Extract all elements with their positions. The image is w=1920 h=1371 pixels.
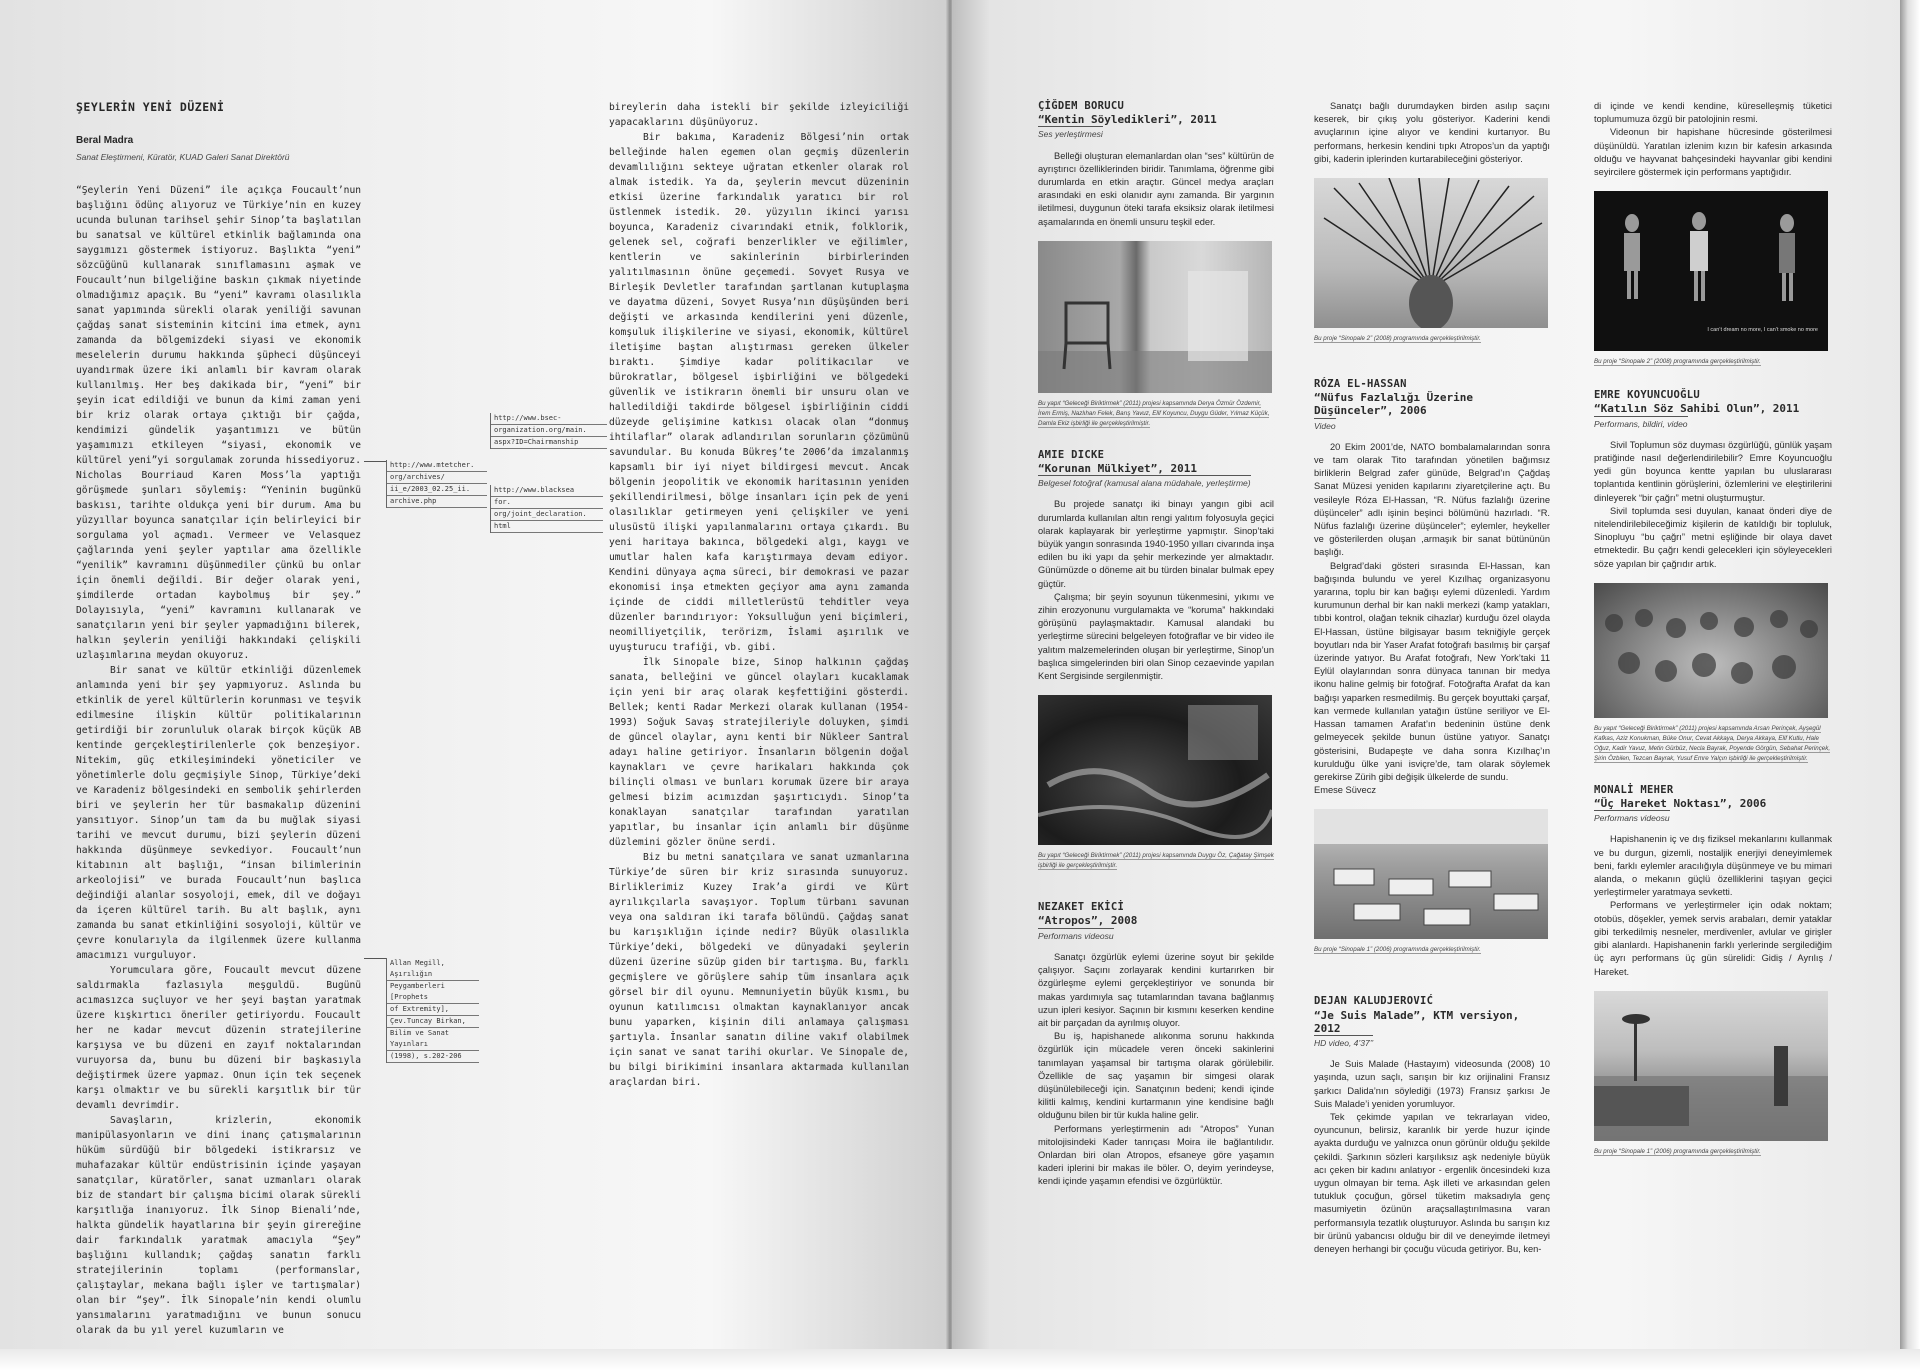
photo-three-girls	[1594, 191, 1828, 351]
entry-dejan-kaludjerovic: DEJAN KALUDJEROVIĆ “Je Suis Malade”, KTM versiyon, 2012 HD video, 4’37’’ Je Suis Malade (Hastayım) videosunda (2008) 10 yaşında, uzun saçlı, sarışın bir kız orijinalini Fransız şarkıcı Dalida’nın söylediği (1973) Fransız şarkısı Je Suis Malade’i yeniden yorumluyor. Tek çekimde yapılan ve tekrarlayan video, oyuncunun, belirsiz, karanlık bir yerde huzur içinde ayakta durduğu ve yalnızca onun görünür olduğu şekilde çekildi. Şarkının sözleri karşılıksız aşk nedeniyle büyük acı çeken bir kadını anlatıyor - ergenlik öncesindeki kıza uygun olmayan bir tema. Aşk illeti ve arkasından gelen tutukluk çocuğun, görsel tüketim maksadıyla genç masumiyetin özünün araçsallaştırılmasına varan performansıyla tezatlık oluşturuyor. Aslında bu sarışın kız bir ürünü yabancısı olduğu bir dil ve deneyimde iletmeyi deneyen herhangi bir çocuğu vücuda getiriyor. Bu, ken-	[1314, 995, 1550, 1254]
paragraph: Biz bu metni sanatçılara ve sanat uzmanlarına Türkiye’de süren bir kriz sırasında sunuyoruz. Birliklerimiz Kuzey Irak’a girdi ve Kürt ayrılıkçılarla savaşıyor. Toplum türbanı savunan veya ona saldıran iki tarafa bölündü. Çağdaş sanat bu karışıklığın içinde nedir? Büyük olasılıkla Türkiye’deki, bölgedeki ve dünyadaki şeylerin düzeni üzerine süzüp giden bir tartışma. Bu, farklı geçmişlere ve görüşlere sahip tüm insanlara açık görsel bir dil oyunu. Memnuniyetin büyük kısmı, bu oyunun katılımcısı olmaktan kaynaklanıyor ancak bunu yaparken, kişinin dili anlamaya çalışması şartıyla. İnsanlar sanatın diline vakıf olabilmek için sanat ve sanat tarihi okurlar. Ve Sinopale de, bu bilgi birikimini insanlara aktarmada kullanılan araçlardan biri.	[609, 852, 909, 1088]
work-medium: Video	[1314, 418, 1336, 433]
work-medium: Performans videosu	[1038, 928, 1114, 943]
entry-roza-el-hassan: RÓZA EL-HASSAN “Nüfus Fazlalığı Üzerine Düşünceler”, 2006 Video 20 Ekim 2001’de, NATO bombalamalarından sonra ve tam olarak Tito tarafından yönetilen bağımsız birliklerin Belgrad zafer günüde, Belgrad’ın Çağdaş Sanat Müzesi yeniden kapılarını ziyaretçilerine açtı. Bu vesileyle Róza El-Hassan, “R. Nüfus fazlalığı üzerine düşünceler” adlı işinin beşinci bölümünü hazırladı. “R. Nüfus fazlalığı üzerine düşünceler”; eylemler, heykeller ve gösterilerden oluşan ,armaşık bir sanat bütününün başlığı. Belgrad’daki gösteri sırasında El-Hassan, kan bağışında bulundu ve yerel Kızılhaç organizasyonu yararına, toplu bir kan bağışı eylemi düzenledi. Yardım kurumunun derhal bir kan nakli merkezi (kamp yatakları, tıbbi kontrol, olağan teknik cihazlar) kurduğu özel olayda El-Hassan, üstüne bilgisayar basım tekniğiyle gerçek boyutları nda bir Yaser Arafat fotoğrafı basılmış bir çarşaf üzerinde yatıyor. Bu Arafat fotoğrafı, New York’taki 11 Eylül olaylarından sonra dünyaca tanınan bir medya ikonu haline gelmiş bir fotoğraf. Fotoğrafta Arafat da kan bağışı yaparken resmedilmiş. Bu gerçek boyuttaki çarşaf, kan vermede kullanılan yatağın üstüne seriliyor ve El-Hassan tamamen Arafat’ın bedeninin üstüne denk gelmeyecek şekilde bunun üstüne yatıyor. Sanatçı gösterisini, Budapeşte ve daha sonra Kızılhaç’ın kurulduğu ülke yani isviçre’de, tam olarak söylemek gerekirse Zürih gibi değişik ülkelerde de sundu. Emese Süvecz	[1314, 378, 1550, 796]
photo-caption: Bu proje “Sinopale 2” (2008) programında gerçekleştirilmiştir.	[1594, 358, 1761, 366]
video-subtitle: I can’t dream no more, I can’t smoke no more	[1707, 327, 1818, 334]
entry-je-suis-malade-cont: di içinde ve kendi kendine, küreselleşmiş tüketici toplumumuza özgü bir patolojinin resmi. Videonun bir hapishane hücresinde gösterilmesi düşünüldü. Yaratılan izlenim kızın bir kafesin arkasında olduğu ve hayvanat bahçesindeki hayvanlar gibi kendini seyircilere göstermek için performans yaptığıdır.	[1594, 101, 1832, 178]
bottom-background	[0, 1349, 1920, 1371]
entry-cigdem-borucu: ÇİĞDEM BORUCU “Kentin Söyledikleri”, 2011 Ses yerleştirmesi Belleği oluşturan elemanlardan olan “ses” kültürün de ayrıştırıcı özelliklerinden biridir. Tanımlama, öğrenme gibi durumlarda en etkin araçtır. Güncel medya araçları arasındaki en eski olanıdır aynı zamanda. Bir yargının iletilmesi, duygunun öteki tarafa eksiksiz olarak iletilmesi aşamalarında en önemli unsuru teşkil eder.	[1038, 100, 1274, 227]
photo-caption: Bu proje “Sinopale 1” (2006) programında gerçekleştirilmiştir.	[1314, 946, 1481, 954]
entry-monali-meher: MONALİ MEHER “Üç Hareket Noktası”, 2006 Performans videosu Hapishanenin iç ve dış fiziksel mekanlarını kullanmak ve bu durgun, gizemli, nostaljik enerjiyi deneyimlemek beni, farklı eylemler aracılığıyla düşünmeye ve bu mimari alanda, o mekanın güçlü özelliklerini taşıyan geçici yerleştirmeler yaratmaya sevketti. Performans ve yerleştirmeler için odak noktam; otobüs, döşekler, yemek servis arabaları, demir yataklar gibi terkedilmiş nesneler, merdivenler, avlular ve girişler gibi alanlardı. Hapishanenin farklı yerlerinde sergilediğim üç ayrı performans üç gün sürelidi: Gidiş / Ayrılış / Hareket.	[1594, 783, 1832, 977]
footnote-leader	[364, 461, 386, 462]
entry-emre-koyuncuoglu: EMRE KOYUNCUOĞLU “Katılın Söz Sahibi Olun”, 2011 Performans, bildiri, video Sivil Toplumun söz duyması özgürlüğü, günlük yaşam pratiğinde nasıl değerlendirilebilir? Emre Koyuncuoğlu yedi gün boyunca kentte yapılan bu uluslararası toplantıda kentlinin görüşlerini, özlemlerini ve eleştirilerini dinleyerek “bir çağrı” metni oluşturmuştur. Sivil toplumda sesi duyulan, kanaat önderi diye de nitelendirilebileceğimiz kişilerin de katıldığı bir topluluk, Sinopluyu “bu çağrı” metni eşliğinde bir olaya davet etmektedir. Bu çağrı kendi gelecekleri için söyleyecekleri söze yapılan bir çağrıdır artık.	[1594, 389, 1832, 569]
footnote-mtetcher: http://www.mtetcher. org/archives/ ii_e/2003_02.25_ii. archive.php	[386, 460, 487, 508]
work-medium: Belgesel fotoğraf (kamusal alana müdahale, yerleştirme)	[1038, 475, 1251, 490]
article-title: ŞEYLERİN YENİ DÜZENİ	[76, 100, 225, 114]
photo-caption: Bu proje “Sinopale 2” (2008) programında gerçekleştirilmiştir.	[1314, 335, 1481, 343]
photo-prison-yard	[1594, 991, 1828, 1141]
footnote-blacksea: http://www.blacksea for. org/joint_declaration. html	[490, 485, 603, 533]
donation-image	[1314, 809, 1548, 939]
artist-name: RÓZA EL-HASSAN	[1314, 378, 1407, 391]
entry-atropos-cont: Sanatçı bağlı durumdayken birden asılıp saçını keserek, bir çıkış yolu gösteriyor. Kaderini kendi avuçlarının içine alıyor ve kendini kurtarıyor. Bu performans, herkesin kendini tıpkı Atropos’un da yaptığı gibi, kaderin iplerinden kurtarabileceğini gösteriyor.	[1314, 101, 1550, 164]
artist-name: EMRE KOYUNCUOĞLU	[1594, 389, 1700, 402]
work-medium: Performans, bildiri, video	[1594, 416, 1688, 431]
author-name: Beral Madra	[76, 135, 134, 146]
work-title: “Kentin Söyledikleri”, 2011	[1038, 113, 1217, 127]
right-page	[952, 0, 1902, 1349]
work-medium: Ses yerleştirmesi	[1038, 126, 1103, 141]
foil-image	[1038, 695, 1272, 845]
work-title: “Atropos”, 2008	[1038, 914, 1138, 928]
photo-foil-installation	[1038, 695, 1272, 845]
entry-nezaket-ekici: NEZAKET EKİCİ “Atropos”, 2008 Performans videosu Sanatçı özgürlük eylemi üzerine soyut bir şekilde çalışıyor. Saçını zorlayarak kendini kurtarırken bir özgürleşme eylemi gerçekleştiriyor ve sonunda bir makas yardımıyla saç tutamlarından tavana bağlanmış uzun ipleri kesiyor. Saçının bir kısmını keserken kendine ait bir parçadan da ayrılmış oluyor. Bu iş, hapishanede alıkonma sorunu hakkında özgürlük için mücadele veren önceki sakinlerini tanımlayan yaşamsal bir tartışma olarak görülebilir. Özellikle de saç yaşamın bir simgesi olarak düşünülebileceği için. Sanatçının bedeni; kendi içinde kilitli kalmış, kendini kurtarmanın yine kendisine bağlı olduğunu bilen bir tür kukla haline gelir. Performans yerleştirmenin adı “Atropos” Yunan mitolojisindeki Kader tanrıçası Moira ile bağlantılıdır. Onlardan biri olan Atropos, efsaneye göre yaşamın kaderi iplerini bir makas ile böler. O, deyim yerindeyse, kendi içinde yaşamın efendisi ve özgürlüktür.	[1038, 901, 1274, 1187]
photo-caption: Bu proje “Sinopale 1” (2006) programında gerçekleştirilmiştir.	[1594, 1147, 1761, 1155]
photo-room-chair	[1038, 241, 1272, 393]
page-edge	[1900, 0, 1920, 1371]
article-column-1	[76, 100, 361, 1338]
right-column-1	[1038, 100, 1274, 1201]
right-column-2	[1314, 100, 1550, 1268]
photo-hair-strings	[1314, 178, 1548, 328]
prison-image	[1594, 991, 1828, 1141]
work-title: “Nüfus Fazlalığı Üzerine Düşünceler”, 2006	[1314, 391, 1473, 418]
paragraph: bireylerin daha istekli bir şekilde izleyiciliği yapacaklarını düşünüyoruz.	[609, 102, 909, 128]
entry-amie-dicke: AMIE DICKE “Korunan Mülkiyet”, 2011 Belgesel fotoğraf (kamusal alana müdahale, yerleştirme) Bu projede sanatçı iki binayı yangın gibi acil durumlarda kullanılan altın rengi yalıtım folyosuyla geçici olarak kaplayarak bir yerleştirme yapmıştır. Sinop’taki büyük yangın sonrasında 1940-1950 yılları civarında inşa edilen bu iki yapı da şehir merkezinde yer almaktadır. Günümüzde o döneme ait bu türden binalar bulmak epey güçtür. Çalışma; bir şeyin soyunun tükenmesini, yıkımı ve zihin erozyonunu vurgulamakta ve “koruma” hakkındaki görüşünü paylaşmaktadır. Kamusal alandaki bu yerleştirme sürecini belgeleyen fotoğraflar ve bir video ile yalıtım malzemelerinden oluşan bir yerleştirme, Sinop’un başlıca simgelerinden biri olan Sinop cezaevinde yapılan Kent Sergisinde sergilenmiştir.	[1038, 448, 1274, 682]
artist-name: DEJAN KALUDJEROVIĆ	[1314, 995, 1434, 1008]
artist-name: ÇİĞDEM BORUCU	[1038, 100, 1125, 112]
work-title: “Je Suis Malade”, KTM versiyon, 2012	[1314, 1008, 1520, 1035]
work-title: “Korunan Mülkiyet”, 2011	[1038, 462, 1197, 476]
footnote-leader	[364, 958, 386, 959]
photo-caption: Bu yapıt “Geleceği Biriktirmek” (2011) projesi kapsamında Duygu Öz, Çağatay Şimşek işbirliği ile gerçekleştirilmiştir.	[1038, 852, 1274, 870]
author-role: Sanat Eleştirmeni, Küratör, KUAD Galeri Sanat Direktörü	[76, 152, 290, 162]
paragraph: Bir sanat ve kültür etkinliği düzenlemek anlamında yeni bir şey yapmıyoruz. Aslında bu etkinlik de yerel kültürlerin korunması ve teşvik edilmesine ilişkin kültür politikalarının getirdiği bir zorunluluk olarak birçok küçük AB kentinde gerçekleştirilenlerle çok benzeşiyor. Nitekim, güç etkileşimindeki yöneticiler ve yönetimlerle dolu geçmişiyle Sinop, Türkiye’deki ve Karadeniz bölgesindeki en sembolik şehirlerden biri ve şeylerin her tür basmakalıp düzenini yansıtıyor. Sinop’un tam da bu muğlak siyasi tarihi ve mevcut durumu, bizi şeylerin düzeni hakkında düşünmeye sevkediyor. Foucault’nun kitabının alt başlığı, “insan bilimlerinin arkeolojisi” ve burada Foucault’nun başlıca değindiği alanlar sosyoloji, emek, dil ve doğayı da içeren kültürel tarih. Bu alt başlık, aynı zamanda bu sanat etkinliğini sosyoloji, kültür ve çevre konularıyla da ilgilenmek üzere kullanma amacımızı vurguluyor.	[76, 665, 361, 961]
photo-crowd	[1594, 583, 1828, 718]
work-title: “Üç Hareket Noktası”, 2006	[1594, 797, 1767, 811]
photo-caption: Bu yapıt “Geleceği Biriktirmek” (2011) projesi kapsamında Derya Özmür Özdemir, İrem Ermiş, Nazlıhan Felek, Barış Yavuz, Elif Koyuncu, Duygu Güder, Yılmaz Küçük, Damla Ekiz işbirliği ile gerçekleştirilmiştir.	[1038, 399, 1270, 427]
paragraph: Bir bakıma, Karadeniz Bölgesi’nin ortak belleğinde halen egemen olan geçmiş düzenlerin devamlılığını sekteye uğratan etkenler olarak rol almak istedik. Ya da, şeylerin mevcut düzeninin etkisi üzerine farkındalık yaratıcı bir rol üstlenmek istedik. 20. yüzyılın ikinci yarısı boyunca, Karadeniz civarındaki etnik, folklorik, gelenek sel, coğrafi benzerlikler ve eğilimler, kentlerin ve sakinlerinin birbirlerinden yalıtılmasının önüne geçemedi. Sovyet Rusya ve Birleşik Devletler tarafından şartlanan kutuplaşma ve dayatma düzeni, Sovyet Rusya’nın düşüşünden beri değişti ve arkasında kendilerini yeni düzenle, komşuluk ilişkilerine ve siyasi, ekonomik, kültürel iletişime baştan alıştırması gereken ülkeler bıraktı. Şimdiye kadar politikacılar ve bürokratlar, bölgesel işbirliğini ve bölgedeki güvenlik ve istikrarın önemli bir unsuru olan ve halledildiği takdirde bölgesel işbirliğinin ciddi düzeyde gelişimine katkısı olacak olan “donmuş ihtilaflar” olarak adlandırılan sorunların çözümünü savundular. Bu konuda Bükreş’te 2006’da imzalanmış kapsamlı bir iyi niyet bildirgesi mevcut. Ancak bölgenin jeopolitik ve ekonomik haritasının yeniden şekillendirilmesi, bölge insanları için pek de yeni olasılıklar getirmeyen yeni çelişkiler ve yeni ulusüstü ilişki yapılanmalarını ortaya çıkardı. Bu yeni haritaya bakınca, bölgedeki algı, kaygı ve umutlar halen kafa karıştırmaya devam ediyor. Kendini dünyaya açma süreci, bir demokrasi ve pazar ekonomisi inşa etmekten geçiyor ama aynı zamanda içinde de ciddi milletlerüstü tehditler veya düzenler barındırıyor: Yoksulluğun yeni biçimleri, neomilliyetçilik, terörizm, İslami aşırılık ve uyuşturucu trafiği, vb. gibi.	[609, 132, 909, 653]
work-medium: HD video, 4’37’’	[1314, 1035, 1373, 1050]
paragraph: “Şeylerin Yeni Düzeni” ile açıkça Foucault’nun başlığını ödünç alıyoruz ve Türkiye’nin en kuzey ucunda bulunan tarihsel şehir Sinop’ta başlatılan bu sanatsal ve kültürel etkinlik bağlamında ona saygımızı göstermek istiyoruz. Başlıkta “yeni” sözcüğünü kullanarak sınıflamasını aşmak ve Foucault’nun bilgeliğine baskın çıkmak niyetinde olmadığımız apaçık. Bu “yeni” kavramı olasılıkla sanat yapımında sürekli olarak yeniliği savunan çağdaş sanat sisteminin kitcini ima etmek, aynı zamanda da bölgemizdeki siyasi ve ekonomik meselelerin durumu hakkında şüpheci düşünceyi uyandırmak üzere iki anlamlı bir kavram olarak kullanılmış. Her beş dakikada bir, “yeni” bir şeyin icat edildiği ve bunun da kimi zaman yeni bir kriz olarak ortaya çıktığı bir çağda, kendimizi gündelik yaşantımızı ve bütün yaşamımızı etkileyen “siyasi, ekonomik ve kültürel yeni”yi sorgulamak zorunda hissediyoruz. Nicholas Bourriaud Karen Moss’la yaptığı görüşmede şunları söylemiş: “Yeninin bugünkü baskısı, tarihte oldukça yeni bir durum. Ama bu yüzyıllar boyunca sanatçılar için belirleyici bir sorgulama yol açmadı. Vermeer ve Velasquez çağlarında yeni şeyler yaptılar ama özellikle “yenilik” kavramını düşünmediler çünkü bu onlar için önemli değildi. Bir değer olarak yeni, şimdilerde ortadan kaybolmuş bir şey.” Dolayısıyla, “yeni” kavramını kullanarak ve sanatçıların yeni bir şeyler yapmadığını bilerek, halkın şeylerin yeniliği hakkındaki çelişkili uzlaşımlarına meydan okuyoruz.	[76, 185, 361, 661]
paragraph: İlk Sinopale bize, Sinop halkının çağdaş sanata, belleğini ve güncel olayları kucaklamak için yeni bir araç olarak keşfettiğini gösterdi. Bellek; kenti Radar Merkezi olarak kullanan (1954-1993) Soğuk Savaş stratejileriyle doluyken, şimdi de güncel olaylar, aynı kenti bir Nükleer Santral adayı haline getiriyor. İnsanların bölgenin doğal kaynakları ve çevre harikaları hakkında çok bilinçli olması ve bunları korumak üzere bir araya gelmesi bizim acımızdan şaşırtıcıydı. Sinop’ta konaklayan sanatçılar tarafından yaratılan yapıtlar, bu insanlar için anlamlı bir düşünme düzlemini gözler önüne serdi.	[609, 657, 909, 848]
hair-image	[1314, 178, 1548, 328]
left-page	[0, 0, 948, 1349]
work-medium: Performans videosu	[1594, 810, 1670, 825]
paragraph: Yorumculara göre, Foucault mevcut düzene saldırmakla fazlasıyla meşguldü. Bugünü acımasızca suçluyor ve her şeyi baştan yaratmak üzere kışkırtıcı öneriler getiriyordu. Foucault her ne kadar mevcut düzenin stratejilerine karşıysa ve bu düzeni en zayıf noktalarından vuruyorsa da, bunu bu düzeni bir başkasıyla değiştirmek üzere yapmaz. Onun için tek seçenek karşı olmaktır ve bu sürekli karşıtlık bir tür devamlı devrimdir.	[76, 965, 361, 1111]
work-title: “Katılın Söz Sahibi Olun”, 2011	[1594, 402, 1800, 416]
footnote-megill: Allan Megill, Aşırılığın Peygamberleri [Prophets of Extremity], Çev.Tuncay Birkan, Bilim ve Sanat Yayınları (1998), s.202-206	[386, 958, 479, 1063]
footnote-bsec: http://www.bsec- organization.org/main. aspx?ID=Chairmanship	[490, 413, 607, 449]
right-column-3	[1594, 100, 1832, 1157]
paragraph: Savaşların, krizlerin, ekonomik manipülasyonların ve dini inanç çatışmalarının hüküm sürdüğü bir bölgedeki istikrarsız ve muhafazakar kültür endüstrisinin içinde yaşayan sanatçılar, küratörler, sanat uzmanları olarak biz de standart bir çalışma bicimi olarak sürekli karşıtlığa inanıyoruz. İlk Sinop Bienali’nde, halkta gündelik hayatlarına bir şeyin girereğine dair farkındalık yaratmak amacıyla “Şey” başlığını kullandık; çağdaş sanatın farklı stratejilerinin toplamı (performanslar, çalıştaylar, mekana bağlı işler ve tartışmalar) olan bir “şey”. İlk Sinopale’nin kendi olumlu yansımalarını yaratmadığını ve bunun sonucu olarak da bu yıl yerel kuzumların ve	[76, 1115, 361, 1336]
chair-image	[1038, 241, 1272, 393]
article-column-2	[609, 100, 909, 1090]
photo-caption: Bu yapıt “Geleceği Biriktirmek” (2011) projesi kapsamında Arsan Perinçek, Ayşegül Kafkas, Aziz Konukman, Büke Onur, Cevat Akkaya, Derya Akkaya, Elif Kutlu, Hale Oğuz, Kadir Yavuz, Metin Gürbüz, Necla Bayrak, Poyende Görgün, Sebahat Perinçek, Şirin Özbilen, Tezcan Bayrak, Yusuf Emre Yalçın işbirliği ile gerçekleştirilmiştir.	[1594, 724, 1831, 762]
artist-name: NEZAKET EKİCİ	[1038, 901, 1125, 914]
artist-name: MONALİ MEHER	[1594, 783, 1674, 796]
crowd-image	[1594, 583, 1828, 718]
artist-name: AMIE DICKE	[1038, 448, 1105, 461]
photo-blood-donation	[1314, 809, 1548, 939]
